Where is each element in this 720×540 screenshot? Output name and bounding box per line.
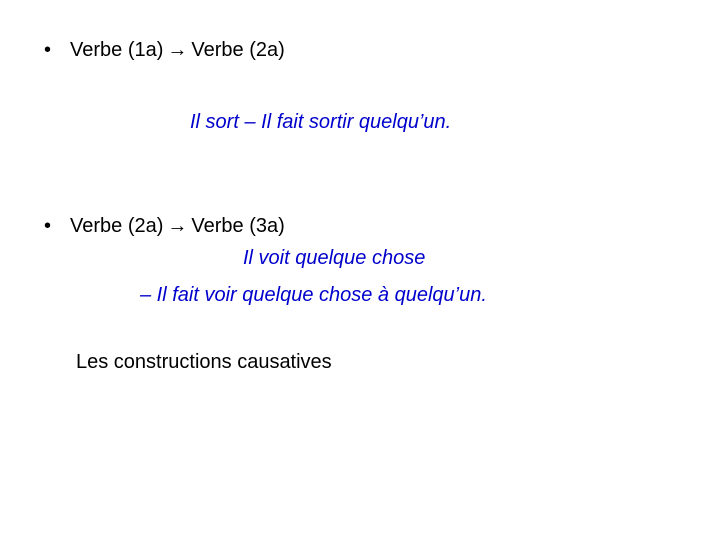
bullet-item-2	[44, 214, 285, 238]
example-2-line-2: – Il fait voir quelque chose à quelqu’un.	[140, 284, 487, 306]
example-2-line-1: Il voit quelque chose	[243, 247, 426, 269]
bullet-item-1	[44, 38, 285, 62]
verb-to-1: Verbe (2a)	[191, 39, 285, 61]
example-1-line-1: Il sort – Il fait sortir quelqu’un.	[190, 111, 452, 133]
arrow-icon: →	[167, 39, 188, 61]
arrow-icon: →	[167, 215, 188, 237]
verb-from-1: Verbe (1a)	[70, 39, 164, 61]
verb-to-2: Verbe (3a)	[191, 215, 285, 237]
verb-from-2: Verbe (2a)	[70, 215, 164, 237]
slide-caption: Les constructions causatives	[76, 351, 332, 373]
bullet-dot: •	[44, 39, 52, 61]
bullet-dot: •	[44, 215, 52, 237]
